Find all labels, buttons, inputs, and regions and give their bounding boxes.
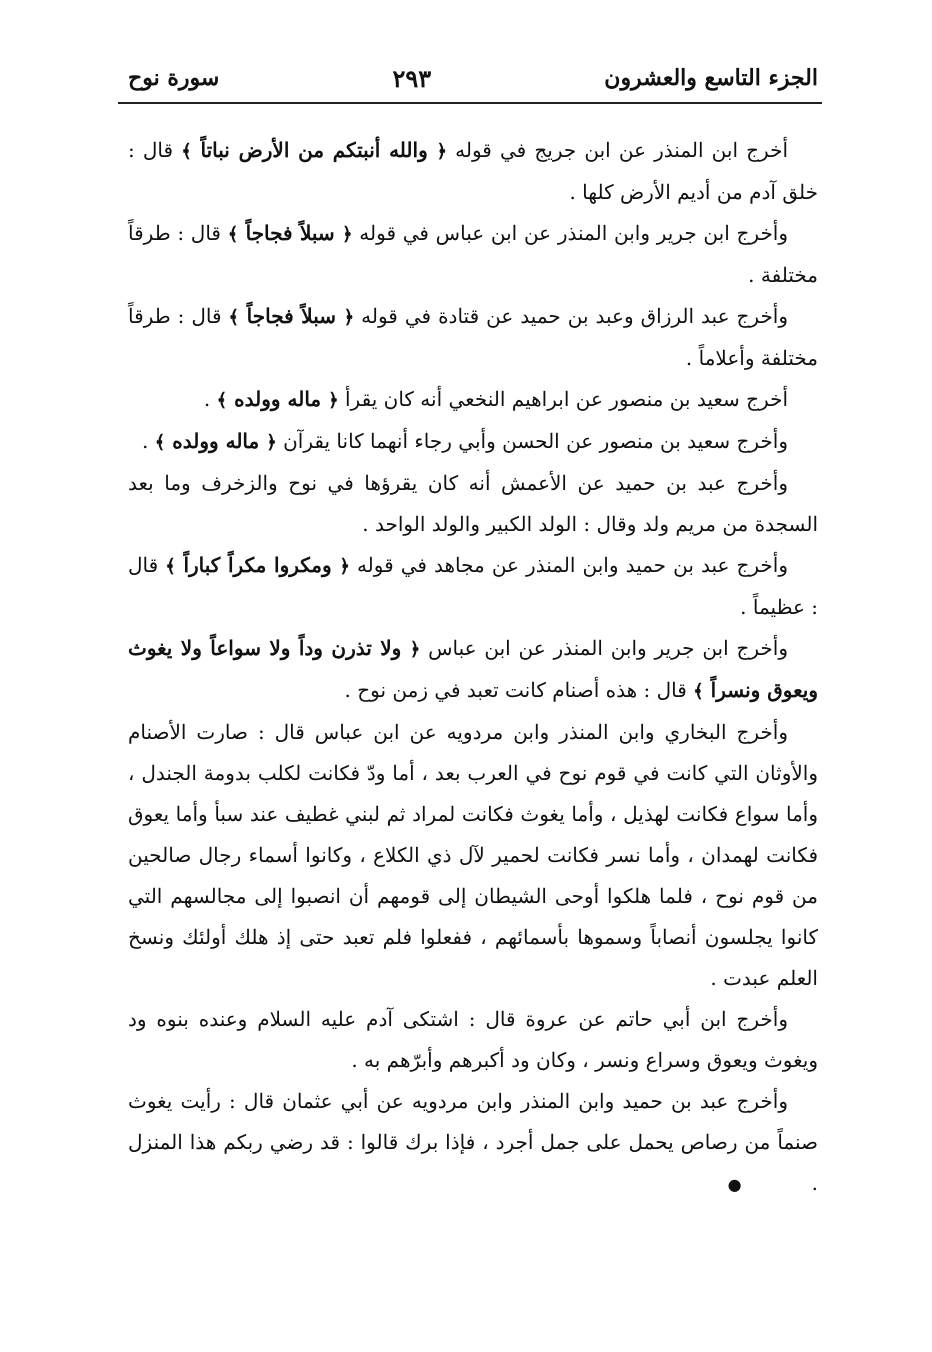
narration-text-continued: . (203, 387, 211, 411)
quran-quote: ماله وولده (227, 387, 329, 411)
narration-text-continued: قال : خلق آدم من أديم الأرض كلها . (128, 138, 818, 204)
narration-text-continued: . (142, 429, 149, 453)
quran-bracket-open: ﴿ (436, 141, 448, 162)
quran-quote: والله أنبتكم من الأرض نباتاً (191, 138, 437, 162)
quran-bracket-open: ﴿ (339, 556, 350, 577)
page-header (128, 58, 818, 98)
narration-text-continued: قال : هذه أصنام كانت تعبد في زمن نوح . (344, 678, 687, 702)
narration-text: وأخرج عبد بن حميد عن الأعمش أنه كان يقرؤها في نوح والزخرف وما بعد السجدة من مريم ولد وقال : الولد الكبير والولد الواحد . (128, 471, 818, 536)
quran-bracket-open: ﴿ (328, 390, 339, 411)
quran-bracket-open: ﴿ (409, 639, 421, 660)
quran-quote: سبلاً فجاجاً (238, 221, 343, 245)
quran-quote: ماله وولده (165, 429, 267, 453)
narration-text-continued: قال : عظيماً . (128, 553, 818, 619)
narration-text: وأخرج ابن جرير وابن المنذر عن ابن عباس (428, 636, 789, 660)
narration-text: أخرج ابن المنذر عن ابن جريج في قوله (455, 138, 789, 162)
quran-bracket-close: ﴾ (181, 141, 192, 162)
quran-bracket-close: ﴾ (165, 556, 176, 577)
narration-text: وأخرج سعيد بن منصور عن الحسن وأبي رجاء أنهما كانا يقرآن (283, 429, 788, 453)
quran-quote: ولا تذرن وداً ولا سواعاً ولا يغوث ويعوق ونسراً (128, 636, 818, 702)
narration-paragraph (128, 712, 818, 999)
quran-quote: ومكروا مكراً كباراً (175, 553, 340, 577)
quran-bracket-close: ﴾ (227, 224, 239, 245)
narration-text-continued: قال : طرقاً مختلفة وأعلاماً . (128, 304, 818, 370)
narration-paragraph (128, 628, 818, 712)
quran-bracket-close: ﴾ (154, 432, 166, 453)
running-title: الجزء التاسع والعشرون (604, 65, 818, 91)
narration-paragraph (128, 213, 818, 296)
narration-paragraph (128, 421, 818, 463)
narration-text: وأخرج البخاري وابن المنذر وابن مردويه عن ابن عباس قال : صارت الأصنام والأوثان التي كانت في قوم نوح في العرب بعد ، أما ودّ فكانت لكلب بدومة الجندل ، وأما سواع فكانت لهذيل ، وأما يغوث فكانت لمراد ثم لبني غطيف عند سبأ وأما يعوق فكانت لهمدان ، وأما نسر فكانت لحمير لآل ذي الكلاع ، وكانوا أسماء رجال صالحين من قوم نوح ، فلما هلكوا أوحى الشيطان إلى قومهم أن انصبوا إلى مجالسهم التي كانوا يجلسون أنصاباً وسموها بأسمائهم ، ففعلوا فلم تعبد حتى إذ هلك أولئك ونسخ العلم عبدت . (128, 720, 818, 990)
quran-bracket-open: ﴿ (342, 224, 353, 245)
quran-bracket-open: ﴿ (343, 307, 355, 328)
narration-text: أخرج سعيد بن منصور عن ابراهيم النخعي أنه كان يقرأ (345, 387, 788, 411)
narration-paragraph (128, 999, 818, 1081)
quran-bracket-close: ﴾ (228, 307, 240, 328)
narration-paragraph (128, 296, 818, 379)
narration-text-continued: قال : طرقاً مختلفة . (128, 221, 818, 287)
narration-text: وأخرج عبد الرزاق وعبد بن حميد عن قتادة في قوله (361, 304, 789, 328)
narration-text: وأخرج عبد بن حميد وابن المنذر وابن مردويه عن أبي عثمان قال : رأيت يغوث صنماً من رصاص يحمل على جمل أجرد ، فإذا برك قالوا : قد رضي ربكم هذا المنزل . (128, 1089, 818, 1195)
narration-paragraph (128, 463, 818, 545)
quran-bracket-close: ﴾ (216, 390, 228, 411)
header-rule (118, 102, 822, 104)
narration-paragraph (128, 379, 818, 421)
page-number: ٢٩٣ (392, 63, 432, 93)
section-end-mark: ● (727, 1175, 742, 1194)
quran-bracket-open: ﴿ (266, 432, 277, 453)
narration-text: وأخرج عبد بن حميد وابن المنذر عن مجاهد في قوله (356, 553, 788, 577)
body-text (128, 130, 818, 1205)
narration-text: وأخرج ابن أبي حاتم عن عروة قال : اشتكى آدم عليه السلام وعنده بنوه ود ويغوث ويعوق وسراع ونسر ، وكان ود أكبرهم وأبرّهم به . (128, 1007, 818, 1072)
page-footer-space (0, 1240, 932, 1352)
narration-paragraph (128, 1081, 818, 1205)
quran-quote: سبلاً فجاجاً (239, 304, 344, 328)
narration-text: وأخرج ابن جرير وابن المنذر عن ابن عباس في قوله (359, 221, 789, 245)
quran-bracket-close: ﴾ (693, 681, 704, 702)
surah-title: سورة نوح (128, 65, 220, 91)
narration-paragraph (128, 130, 818, 213)
narration-paragraph (128, 545, 818, 628)
